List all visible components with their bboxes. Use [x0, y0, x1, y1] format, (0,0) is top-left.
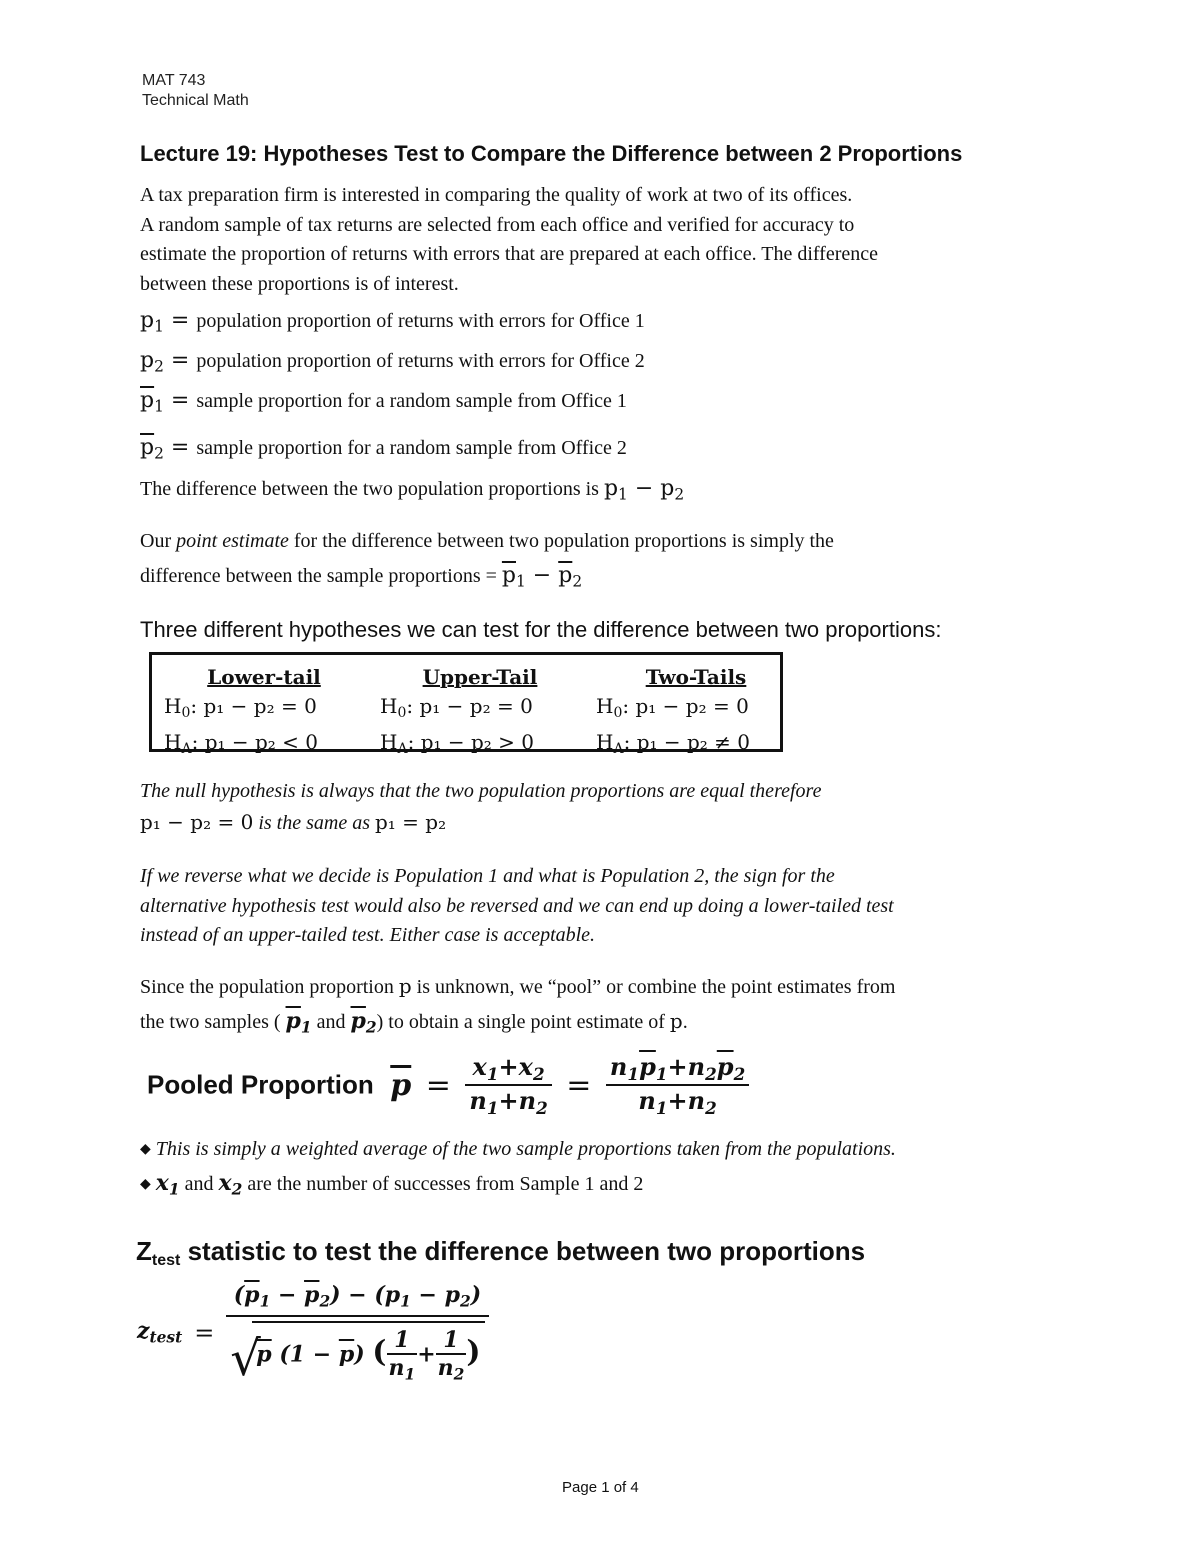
bullet-weighted-average: ◆ This is simply a weighted average of the two sample proportions taken from the populations.: [140, 1138, 896, 1160]
intro-line: A random sample of tax returns are selected from each office and verified for accuracy to: [140, 213, 855, 236]
bullet-successes: ◆ $x_1$ and $x_2$ are the number of successes from Sample 1 and 2: [140, 1170, 644, 1199]
reverse-note-line: If we reverse what we decide is Population 1 and what is Population 2, the sign for the: [140, 865, 835, 887]
reverse-note: [140, 862, 894, 951]
lower-tail-column: [164, 663, 364, 764]
lower-tail-h0: $H_0$: p₁ − p₂ = 0: [164, 694, 317, 722]
diamond-bullet-icon: ◆: [140, 1142, 151, 1157]
ztest-heading: $Z_{test}$ statistic to test the difference between two proportions: [136, 1236, 866, 1269]
reverse-note-line: instead of an upper-tailed test. Either case is acceptable.: [140, 924, 596, 946]
definition-p1-bar: $\overline{p}_1$ = sample proportion for a random sample from Office 1: [140, 388, 627, 416]
two-tails-heading: Two-Tails: [645, 665, 747, 689]
definition-p2-bar: $\overline{p}_2$ = sample proportion for a random sample from Office 2: [140, 435, 627, 463]
diamond-bullet-icon: ◆: [140, 1177, 151, 1192]
three-hypotheses-heading: Three different hypotheses we can test for the difference between two proportions:: [140, 617, 942, 642]
upper-tail-column: [380, 663, 580, 764]
ztest-formula: $z_{test}$ = $(\overline{p}_1 - \overline{p}_2) - (p_1 - p_2)$ √ p $(1 - \overline{p})$ ( $\frac{1}{n_1}$ + $\frac{1}{n_2}$ ): [137, 1282, 489, 1383]
lecture-title: Lecture 19: Hypotheses Test to Compare the Difference between 2 Proportions: [140, 141, 963, 166]
pool-text-line1: Since the population proportion p is unknown, we “pool” or combine the point estimates from: [140, 974, 896, 998]
pooled-fraction-x: $\frac{x_1+x_2}{n_1+n_2}$: [465, 1052, 551, 1118]
point-estimate-line1: Our point estimate for the difference between two population proportions is simply the: [140, 530, 834, 552]
pooled-proportion-label: Pooled Proportion: [147, 1069, 374, 1100]
two-tails-column: [596, 663, 796, 764]
point-estimate-formula: $\overline{p}_1 - \overline{p}_2$: [501, 563, 583, 591]
page-number: Page 1 of 4: [562, 1479, 639, 1496]
reverse-note-line: alternative hypothesis test would also be reversed and we can end up doing a lower-tailed test: [140, 894, 894, 917]
intro-paragraph: [140, 181, 878, 299]
hypotheses-table: [149, 652, 783, 758]
pooled-fraction-n: $\frac{n_1\overline{p}_1+n_2\overline{p}_2}{n_1+n_2}$: [606, 1052, 749, 1118]
upper-tail-heading: Upper-Tail: [422, 665, 538, 689]
definition-p2: $p_2$ = population proportion of returns with errors for Office 2: [140, 348, 645, 376]
null-note-line2: p₁ − p₂ = 0 is the same as p₁ = p₂: [140, 810, 447, 834]
intro-line: estimate the proportion of returns with errors that are prepared at each office. The difference: [140, 243, 879, 265]
difference-formula: $p_1 - p_2$: [603, 476, 685, 504]
difference-line: The difference between the two population proportions is $p_1 - p_2$: [140, 476, 685, 504]
sqrt-icon: √ p $(1 - \overline{p})$ ( $\frac{1}{n_1}$ + $\frac{1}{n_2}$ ): [230, 1321, 484, 1384]
two-tails-h0: $H_0$: p₁ − p₂ = 0: [596, 694, 749, 722]
intro-line: between these proportions is of interest.: [140, 272, 459, 295]
lower-tail-ha: $H_A$: p₁ − p₂ < 0: [164, 730, 318, 758]
null-note-line1: The null hypothesis is always that the two population proportions are equal therefore: [140, 780, 822, 802]
definition-p1: $p_1$ = population proportion of returns with errors for Office 1: [140, 308, 645, 336]
intro-line: A tax preparation firm is interested in comparing the quality of work at two of its offices.: [140, 184, 853, 206]
pool-text-line2: the two samples ( $\overline{p}_1$ and $\overline{p}_2$) to obtain a single point estimate of p.: [140, 1008, 688, 1037]
course-subject: Technical Math: [142, 92, 249, 109]
lower-tail-heading: Lower-tail: [207, 665, 321, 689]
two-tails-ha: $H_A$: p₁ − p₂ ≠ 0: [596, 730, 750, 758]
point-estimate-line2: difference between the sample proportions = $\overline{p}_1 - \overline{p}_2$: [140, 563, 583, 591]
course-code: MAT 743: [142, 72, 206, 89]
upper-tail-h0: $H_0$: p₁ − p₂ = 0: [380, 694, 533, 722]
pooled-proportion-formula: Pooled Proportion $\overline{p}$ = $\frac{x_1+x_2}{n_1+n_2}$ = $\frac{n_1\overline{p}_1+n_2\overline{p}_2}{n_1+n_2}$: [147, 1052, 749, 1118]
upper-tail-ha: $H_A$: p₁ − p₂ > 0: [380, 730, 534, 758]
ztest-fraction: $(\overline{p}_1 - \overline{p}_2) - (p_1 - p_2)$ √ p $(1 - \overline{p})$ ( $\frac{1}{n_1}$ + $\frac{1}{n_2}$ ): [226, 1282, 488, 1383]
